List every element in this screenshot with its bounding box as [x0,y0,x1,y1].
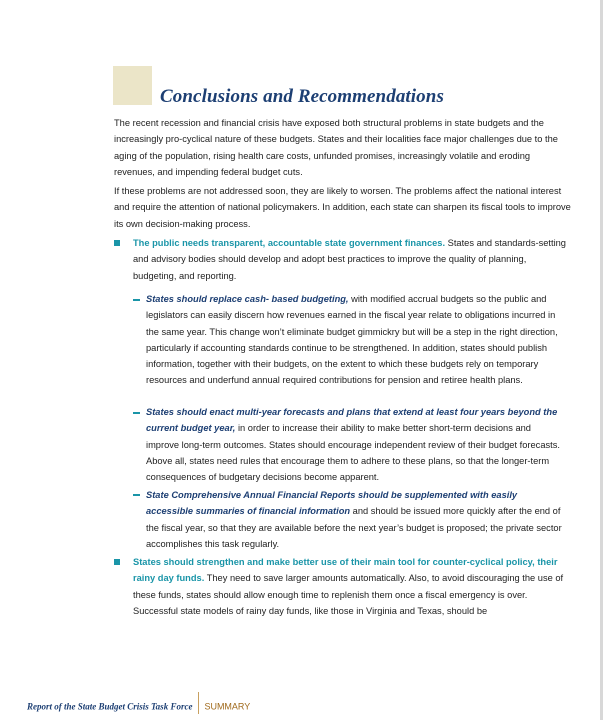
page-title: Conclusions and Recommendations [160,86,444,107]
subitem-lead: States should enact multi-year forecasts and plans that extend at least four years beyond the current budget year, [146,407,558,434]
decorative-square [113,66,152,105]
intro-paragraph-2: If these problems are not addressed soon, they are likely to worsen. The problems affect the national interest and require the attention of national policymakers. In addition, each state can sharpen its fiscal tools to improve its own decision-making process. [114,186,571,229]
footer-divider [198,692,199,714]
subitem-cash-budgeting [146,291,566,389]
intro-paragraph-1: The recent recession and financial crisis have exposed both structural problems in state budgets and the increasingly pro-cyclical nature of these budgets. States and their localities face major challenges due to the aging of the population, rising health care costs, unfunded promises, increasingly volatile and eroding revenues, and impending federal budget cuts. [114,118,558,177]
bullet-transparency [133,235,571,284]
subitem-lead: States should replace cash- based budgeting, [146,294,349,304]
bullet-lead: The public needs transparent, accountable state government finances. [133,238,446,248]
bullet-text: They need to save larger amounts automatically. Also, to avoid discouraging the use of these funds, states should allow enough time to replenish them once a fiscal emergency is over. Successful state models of rainy day funds, like those in Virginia and Texas, should be [133,573,564,616]
footer-section-label: SUMMARY [204,701,251,712]
subitem-text: with modified accrual budgets so the public and legislators can easily discern how revenues earned in the fiscal year relate to obligations incurred in the same year. This change won’t eliminate budget gimmickry but will be a step in the right direction, particularly if accounting standards continue to be strengthened. In addition, states should publish information, together with their budgets, on the extent to which these budgets rely on temporary resources and underfund annual required contributions for pension and retiree health plans. [146,294,558,386]
dash-bullet-icon [133,412,140,414]
subitem-lead: State Comprehensive Annual Financial Reports should be supplemented with easily accessible summaries of financial information [146,490,518,517]
page-footer [27,696,250,718]
bullet-text: States and standards-setting and advisory bodies should develop and adopt best practices to improve the quality of planning, budgeting, and reporting. [133,238,566,281]
subitem-multi-year-forecasts [146,404,566,485]
dash-bullet-icon [133,299,140,301]
square-bullet-icon [114,559,120,565]
subitem-text: in order to increase their ability to make better short-term decisions and improve long-term outcomes. States should encourage independent review of their budget forecasts. Above all, states need rules that encourage them to adhere to these plans, so that the longer-term consequences of budgetary decisions become apparent. [146,423,560,483]
square-bullet-icon [114,240,120,246]
bullet-rainy-day-funds [133,554,571,619]
dash-bullet-icon [133,494,140,496]
footer-report-title: Report of the State Budget Crisis Task Force [27,701,193,712]
subitem-cafr-summaries [146,487,566,552]
bullet-lead: States should strengthen and make better use of their main tool for counter-cyclical policy, their rainy day funds. [133,557,558,584]
subitem-text: and should be issued more quickly after the end of the fiscal year, so that they are available before the next year’s budget is proposed; the private sector accomplishes this task regularly. [146,506,562,549]
